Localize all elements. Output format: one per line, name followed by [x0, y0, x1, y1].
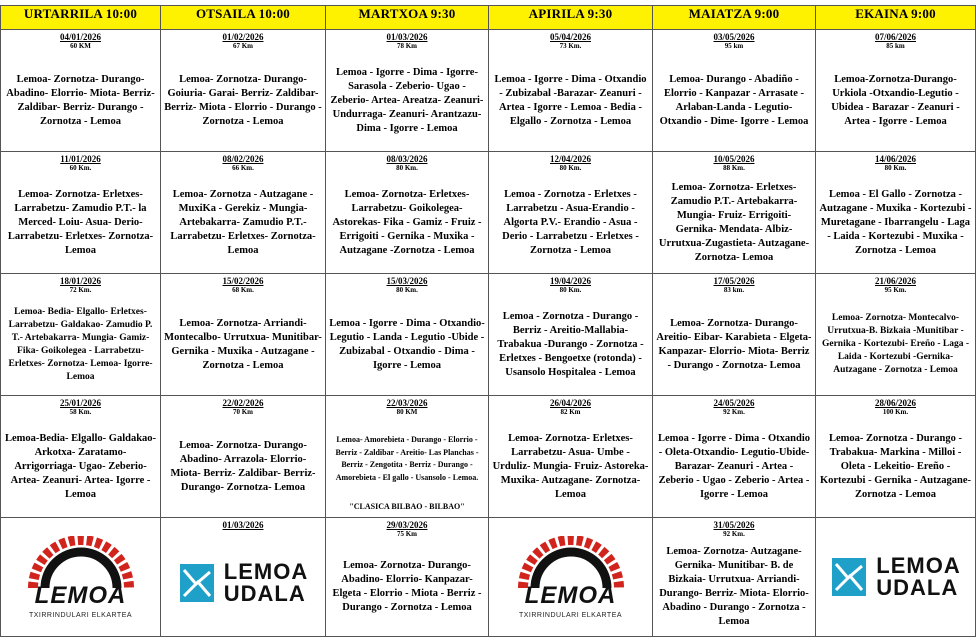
ride-cell — [1, 152, 160, 273]
ride-date: 26/04/2026 — [549, 398, 591, 408]
ride-date: 25/01/2026 — [59, 398, 101, 408]
ride-distance: 83 km. — [723, 286, 745, 294]
ride-cell — [489, 274, 652, 395]
ride-distance: 58 Km. — [69, 408, 92, 416]
ride-distance: 80 Km. — [884, 164, 907, 172]
ride-cell — [489, 396, 652, 517]
ride-route: Lemoa- Bedia- Elgallo- Erletxes- Larrabetzu- Galdakao- Zamudio P. T.- Artebakarra- Mungia- Gamiz- Fika- Goikolegea - Larrabetzu- Erletxes- Zornotza- Lemoa- Igorre- Lemoa — [8, 306, 153, 382]
month-header: APIRILA 9:30 — [489, 6, 653, 30]
ride-distance: 60 KM — [70, 42, 91, 50]
ride-distance: 80 KM — [396, 408, 418, 416]
ride-cell — [816, 30, 975, 151]
ride-cell — [653, 396, 815, 517]
ride-cell — [1, 396, 160, 517]
ride-distance: 75 Km — [396, 530, 418, 538]
ride-distance: 95 km — [724, 42, 744, 50]
udala-logo — [816, 518, 975, 636]
udala-logo — [161, 530, 325, 636]
ride-date: 10/05/2026 — [713, 154, 755, 164]
club-logo — [489, 518, 652, 636]
ride-cell — [653, 152, 815, 273]
month-header-row — [1, 6, 976, 30]
ride-date: 18/01/2026 — [59, 276, 101, 286]
ride-date: 22/03/2026 — [386, 398, 428, 408]
ride-cell — [326, 274, 488, 395]
ride-date: 31/05/2026 — [713, 520, 755, 530]
ride-date: 19/04/2026 — [549, 276, 591, 286]
ride-route: Lemoa- Zornotza- Durango- Goiuria- Garai- Berriz- Zaldibar- Berriz- Miota - Elorrio - Durango - Zornotza - Lemoa — [164, 73, 322, 127]
ride-date: 01/03/2026 — [386, 32, 428, 42]
week-row — [1, 396, 976, 518]
ride-date: 15/03/2026 — [386, 276, 428, 286]
udala-logo-line1: LEMOA — [223, 559, 309, 584]
ride-date: 12/04/2026 — [549, 154, 591, 164]
ride-cell — [1, 30, 160, 151]
ride-cell — [161, 518, 325, 636]
ride-distance: 68 Km. — [232, 286, 254, 294]
ride-route: Lemoa - Zornotza - Erletxes - Larrabetzu - Asua-Erandio - Algorta P.V.- Erandio - Asua - Derio - Larrabetzu - Erletxes - Zornotza - Lemoa — [502, 188, 639, 256]
ride-date: 24/05/2026 — [713, 398, 755, 408]
ride-route: Lemoa- Zornotza - Autzagane - MuxiKa - Gerekiz - Mungia- Artebakarra- Zamudio P.T.- Larrabetzu- Erletxes- Zornotza- Lemoa — [170, 188, 316, 256]
ride-date: 22/02/2026 — [222, 398, 264, 408]
ride-cell — [489, 30, 652, 151]
udala-logo-line2: UDALA — [223, 581, 306, 606]
ride-cell — [161, 30, 325, 151]
ride-cell — [816, 152, 975, 273]
ride-date: 01/02/2026 — [222, 32, 264, 42]
ride-distance: 85 km — [886, 42, 905, 50]
month-header: OTSAILA 10:00 — [161, 6, 326, 30]
ride-route: Lemoa - Igorre - Dima - Igorre- Sarasola - Zeberio- Ugao - Zeberio- Artea- Areatza- Zeanuri- Undurraga- Zeanuri- Arantzazu-Dima - Igorre - Lemoa — [330, 66, 484, 134]
ride-route: Lemoa - Igorre - Dima - Otxandio- Legutio - Landa - Legutio -Ubide - Zubizabal - Otxandio - Dima - Igorre - Lemoa — [329, 317, 485, 371]
ride-distance: 80 Km. — [559, 164, 582, 172]
ride-date: 07/06/2026 — [874, 32, 916, 42]
ride-route: Lemoa- Zornotza - Durango - Trabakua- Markina - Milloi - Oleta - Lekeitio- Ereño - Kortezubi - Gernika - Autzagane-Zornotza - Lemoa — [819, 432, 972, 500]
ride-date: 21/06/2026 — [874, 276, 916, 286]
ride-distance: 82 Km — [560, 408, 581, 416]
ride-cell — [816, 274, 975, 395]
ride-date: 17/05/2026 — [713, 276, 755, 286]
ride-distance: 80 Km. — [396, 286, 418, 294]
ride-route: Lemoa- Zornotza- Erletxes- Larrabetzu- Goikolegea- Astorekas- Fika - Gamiz - Fruiz - Errigoiti - Gernika - Muxika - Autzagane -Zornotza - Lemoa — [332, 188, 482, 256]
ride-distance: 67 Km — [232, 42, 254, 50]
ride-route: Lemoa- Zornotza- Erletxes- Larrabetzu- Asua- Umbe - Urduliz- Mungia- Fruiz- Astoreka- Muxika- Autzagane- Zornotza- Lemoa — [492, 432, 649, 500]
ride-date: 29/03/2026 — [386, 520, 428, 530]
ride-date: 08/02/2026 — [222, 154, 264, 164]
ride-distance: 100 Km. — [882, 408, 909, 416]
ride-date: 15/02/2026 — [222, 276, 264, 286]
ride-route: Lemoa- Zornotza- Autzagane- Gernika- Munitibar- B. de Bizkaia- Urrutxua- Arriandi- Durango- Berriz- Miota- Elorrio-Abadino - Durango - Zornotza - Lemoa — [659, 546, 809, 627]
ride-distance: 95 Km. — [884, 286, 907, 294]
week-row — [1, 518, 976, 637]
ride-distance: 73 Km. — [559, 42, 582, 50]
ride-distance: 80 Km. — [559, 286, 582, 294]
ride-cell — [161, 274, 325, 395]
ride-route: Lemoa- Zornotza- Durango- Abadino- Elorrio- Miota- Berriz- Zaldibar- Berriz- Durango - Zornotza - Lemoa — [6, 73, 155, 127]
ride-date: 14/06/2026 — [874, 154, 916, 164]
ride-date: 11/01/2026 — [60, 154, 101, 164]
ride-date: 08/03/2026 — [386, 154, 428, 164]
month-header: MAIATZA 9:00 — [653, 6, 816, 30]
ride-distance: 66 Km. — [232, 164, 254, 172]
ride-distance: 72 Km. — [69, 286, 92, 294]
ride-cell — [653, 30, 815, 151]
ride-date: 05/04/2026 — [549, 32, 591, 42]
calendar-table — [0, 5, 976, 637]
week-row — [1, 152, 976, 274]
udala-emblem-icon — [830, 554, 868, 600]
ride-distance: 88 Km. — [723, 164, 745, 172]
ride-date: 03/05/2026 — [713, 32, 755, 42]
ride-distance: 92 Km. — [723, 408, 745, 416]
month-header: MARTXOA 9:30 — [326, 6, 489, 30]
ride-route: Lemoa-Zornotza-Durango- Urkiola -Otxandio-Legutio - Ubidea - Barazar - Zeanuri - Artea - Igorre - Lemoa — [831, 73, 960, 127]
ride-cell — [161, 396, 325, 517]
ride-route: Lemoa - Igorre - Dima - Otxandio - Zubizabal -Barazar- Zeanuri - Artea - Igorre - Lemoa - Bedia - Elgallo - Zornotza - Lemoa — [494, 73, 647, 127]
month-header: URTARRILA 10:00 — [1, 6, 161, 30]
ride-route: Lemoa-Bedia- Elgallo- Galdakao- Arkotxa- Zaratamo- Arrigorriaga- Ugao- Zeberio- Artea- Zeanuri- Artea- Igorre - Lemoa — [4, 432, 157, 500]
udala-emblem-icon — [178, 560, 216, 606]
ride-distance: 70 Km — [232, 408, 254, 416]
ride-route: Lemoa- Zornotza- Durango- Abadino- Arrazola- Elorrio- Miota- Berriz- Zaldibar- Berriz- Durango- Zornotza- Lemoa — [170, 439, 316, 493]
month-header: EKAINA 9:00 — [816, 6, 976, 30]
ride-cell — [489, 152, 652, 273]
ride-route: Lemoa- Zornotza- Montecalvo- Urrutxua-B. Bizkaia -Munitibar - Gernika - Kortezubi- Ereño - Laga - Laida - Kortezubi -Gernika- Autzagane - Zornotza - Lemoa — [821, 313, 970, 375]
ride-cell — [326, 396, 488, 517]
club-logo-word: LEMOA — [34, 581, 127, 609]
ride-distance: 80 Km. — [396, 164, 418, 172]
ride-note: "CLASICA BILBAO - BILBAO" — [349, 502, 465, 511]
ride-cell — [653, 274, 815, 395]
ride-cell — [161, 152, 325, 273]
club-logo-subtitle: TXIRRINDULARI ELKARTEA — [518, 611, 623, 619]
club-logo-subtitle: TXIRRINDULARI ELKARTEA — [28, 611, 133, 619]
ride-distance: 60 Km. — [69, 164, 92, 172]
ride-route: Lemoa- Zornotza- Durango- Abadino- Elorrio- Kanpazar- Elgeta - Elorrio - Miota - Berriz - Durango - Zornotza - Lemoa — [332, 560, 482, 613]
ride-cell — [326, 30, 488, 151]
ride-cell — [326, 152, 488, 273]
club-logo — [1, 518, 160, 636]
ride-route: Lemoa- Zornotza- Durango- Areitio- Eibar- Karabieta - Elgeta- Kanpazar- Elorrio- Miota- Berriz - Durango - Zornotza- Lemoa — [656, 317, 812, 371]
ride-route: Lemoa- Zornotza- Arriandi- Montecalbo- Urrutxua- Munitibar- Gernika - Muxika - Autzagane - Zornotza - Lemoa — [164, 317, 322, 371]
ride-route: Lemoa - Igorre - Dima - Otxandio - Oleta-Otxandio- Legutio-Ubide-Barazar- Zeanuri - Artea - Zeberio - Ugao - Zeberio - Artea -Igorre - Lemoa — [657, 432, 811, 500]
ride-cell — [1, 274, 160, 395]
ride-cell — [326, 518, 488, 636]
ride-cell — [653, 518, 815, 636]
week-row — [1, 274, 976, 396]
ride-route: Lemoa- Durango - Abadiño - Elorrio - Kanpazar - Arrasate - Arlaban-Landa - Legutio- Otxandio - Dime- Igorre - Lemoa — [659, 73, 809, 127]
ride-route: Lemoa- Zornotza- Erletxes- Larrabetzu- Zamudio P.T.- la Merced- Loiu- Asua- Derio- Larrabetzu- Erletxes- Zornotza- Lemoa — [7, 188, 154, 256]
udala-logo-line2: UDALA — [876, 575, 959, 600]
ride-route: Lemoa - Zornotza - Durango - Berriz - Areitio-Mallabia- Trabakua -Durango - Zornotza - Erletxes - Bengoetxe (rotonda) - Usansolo Hospitalea - Lemoa — [497, 310, 644, 378]
ride-date: 28/06/2026 — [874, 398, 916, 408]
ride-distance: 78 Km — [396, 42, 418, 50]
ride-route: Lemoa- Zornotza- Erletxes- Zamudio P.T.- Artebakarra- Mungia- Fruiz- Errigoiti- Gernika- Mendata- Albiz- Urrutxua-Zugastieta- Autzagane- Zornotza- Lemoa — [658, 181, 810, 263]
ride-date: 01/03/2026 — [222, 520, 264, 530]
ride-route: Lemoa - El Gallo - Zornotza - Autzagane - Muxika - Kortezubi - Muretagane - Ibarrangelu - Laga - Laida - Kortezubi - Muxika - Zornotza - Lemoa — [819, 188, 972, 256]
week-row — [1, 30, 976, 152]
ride-distance: 92 Km. — [723, 530, 745, 538]
udala-logo-line1: LEMOA — [876, 553, 961, 578]
ride-date: 04/01/2026 — [59, 32, 101, 42]
ride-cell — [816, 396, 975, 517]
ride-route: Lemoa- Amorebieta - Durango - Elorrio - Berriz - Zaldibar - Areitio- Las Planchas - Berriz - Zengotita - Berriz - Durango - Amorebieta - El gallo - Usansolo - Lemoa. — [335, 435, 479, 482]
club-logo-word: LEMOA — [524, 581, 617, 609]
